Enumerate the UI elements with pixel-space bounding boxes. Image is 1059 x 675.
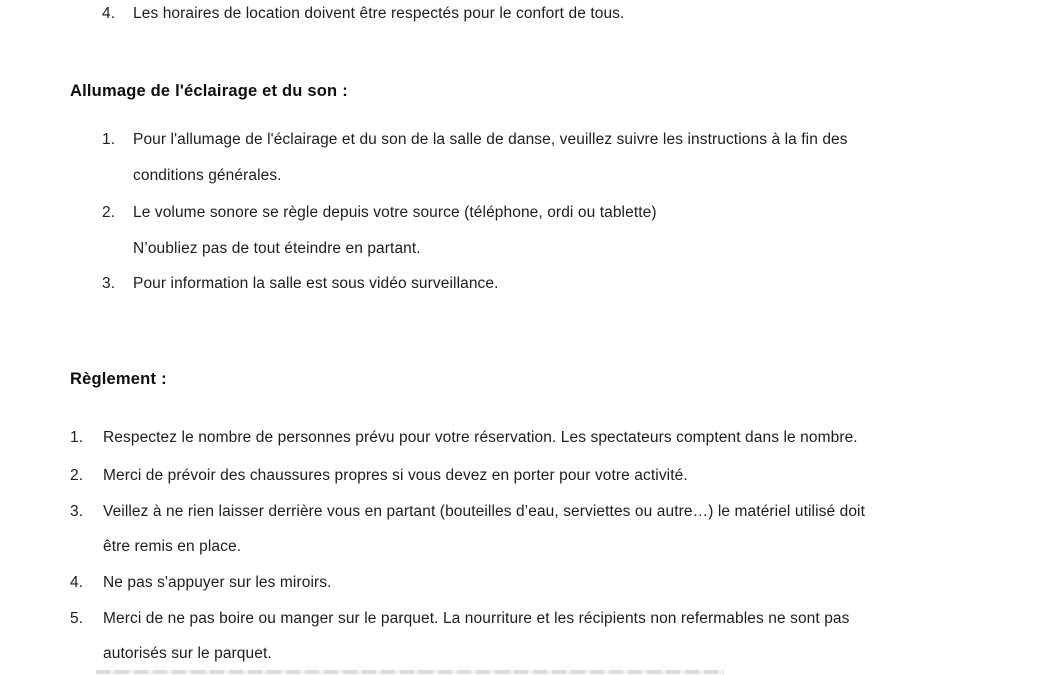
list-item-line bbox=[0, 466, 1059, 486]
list-item-line bbox=[0, 130, 1059, 150]
list-item-text: autorisés sur le parquet. bbox=[103, 645, 272, 662]
cut-off-next-line bbox=[96, 670, 724, 674]
list-item-continuation bbox=[0, 166, 1059, 186]
list-item-text: Pour information la salle est sous vidéo surveillance. bbox=[133, 275, 499, 292]
list-item-text: Respectez le nombre de personnes prévu pour votre réservation. Les spectateurs comptent dans le nombre. bbox=[103, 429, 858, 446]
list-item-number: 2. bbox=[70, 467, 84, 484]
section-heading-reglement bbox=[70, 368, 167, 390]
list-item-text: Pour l'allumage de l'éclairage et du son de la salle de danse, veuillez suivre les instructions à la fin des bbox=[133, 131, 848, 148]
list-item-number: 1. bbox=[102, 131, 116, 148]
list-item-line bbox=[0, 573, 1059, 593]
section-heading-colon: : bbox=[342, 82, 348, 100]
list-item-number: 4. bbox=[102, 5, 116, 22]
list-item-text: Merci de ne pas boire ou manger sur le parquet. La nourriture et les récipients non refermables ne sont pas bbox=[103, 610, 850, 627]
list-item-number: 3. bbox=[70, 503, 84, 520]
list-item-line bbox=[0, 428, 1059, 448]
list-item-line bbox=[0, 609, 1059, 629]
section-heading-text: Allumage de l'éclairage et du son bbox=[70, 82, 338, 100]
list-item-line bbox=[0, 274, 1059, 294]
section-heading-allumage bbox=[70, 80, 348, 102]
list-item-number: 4. bbox=[70, 574, 84, 591]
list-item-number: 5. bbox=[70, 610, 84, 627]
list-item-line bbox=[0, 502, 1059, 522]
list-item-text: N’oubliez pas de tout éteindre en partant. bbox=[133, 240, 421, 257]
list-item-text: Veillez à ne rien laisser derrière vous en partant (bouteilles d’eau, serviettes ou autre…) le matériel utilisé doit bbox=[103, 503, 866, 520]
list-item-text: Merci de prévoir des chaussures propres si vous devez en porter pour votre activité. bbox=[103, 467, 688, 484]
list-item-continuation bbox=[0, 239, 1059, 259]
section-heading-text: Règlement bbox=[70, 370, 157, 388]
list-item-line bbox=[0, 203, 1059, 223]
list-item-number: 1. bbox=[70, 429, 84, 446]
list-item-text: Les horaires de location doivent être respectés pour le confort de tous. bbox=[133, 5, 625, 22]
list-item-text: Ne pas s'appuyer sur les miroirs. bbox=[103, 574, 332, 591]
list-item-continuation bbox=[0, 537, 1059, 557]
list-item-line bbox=[0, 4, 1059, 24]
list-item-text: être remis en place. bbox=[103, 538, 242, 555]
list-item-continuation bbox=[0, 644, 1059, 664]
list-item-text: Le volume sonore se règle depuis votre source (téléphone, ordi ou tablette) bbox=[133, 204, 657, 221]
list-item-number: 2. bbox=[102, 204, 116, 221]
section-heading-colon: : bbox=[161, 370, 167, 388]
list-item-text: conditions générales. bbox=[133, 167, 282, 184]
list-item-number: 3. bbox=[102, 275, 116, 292]
